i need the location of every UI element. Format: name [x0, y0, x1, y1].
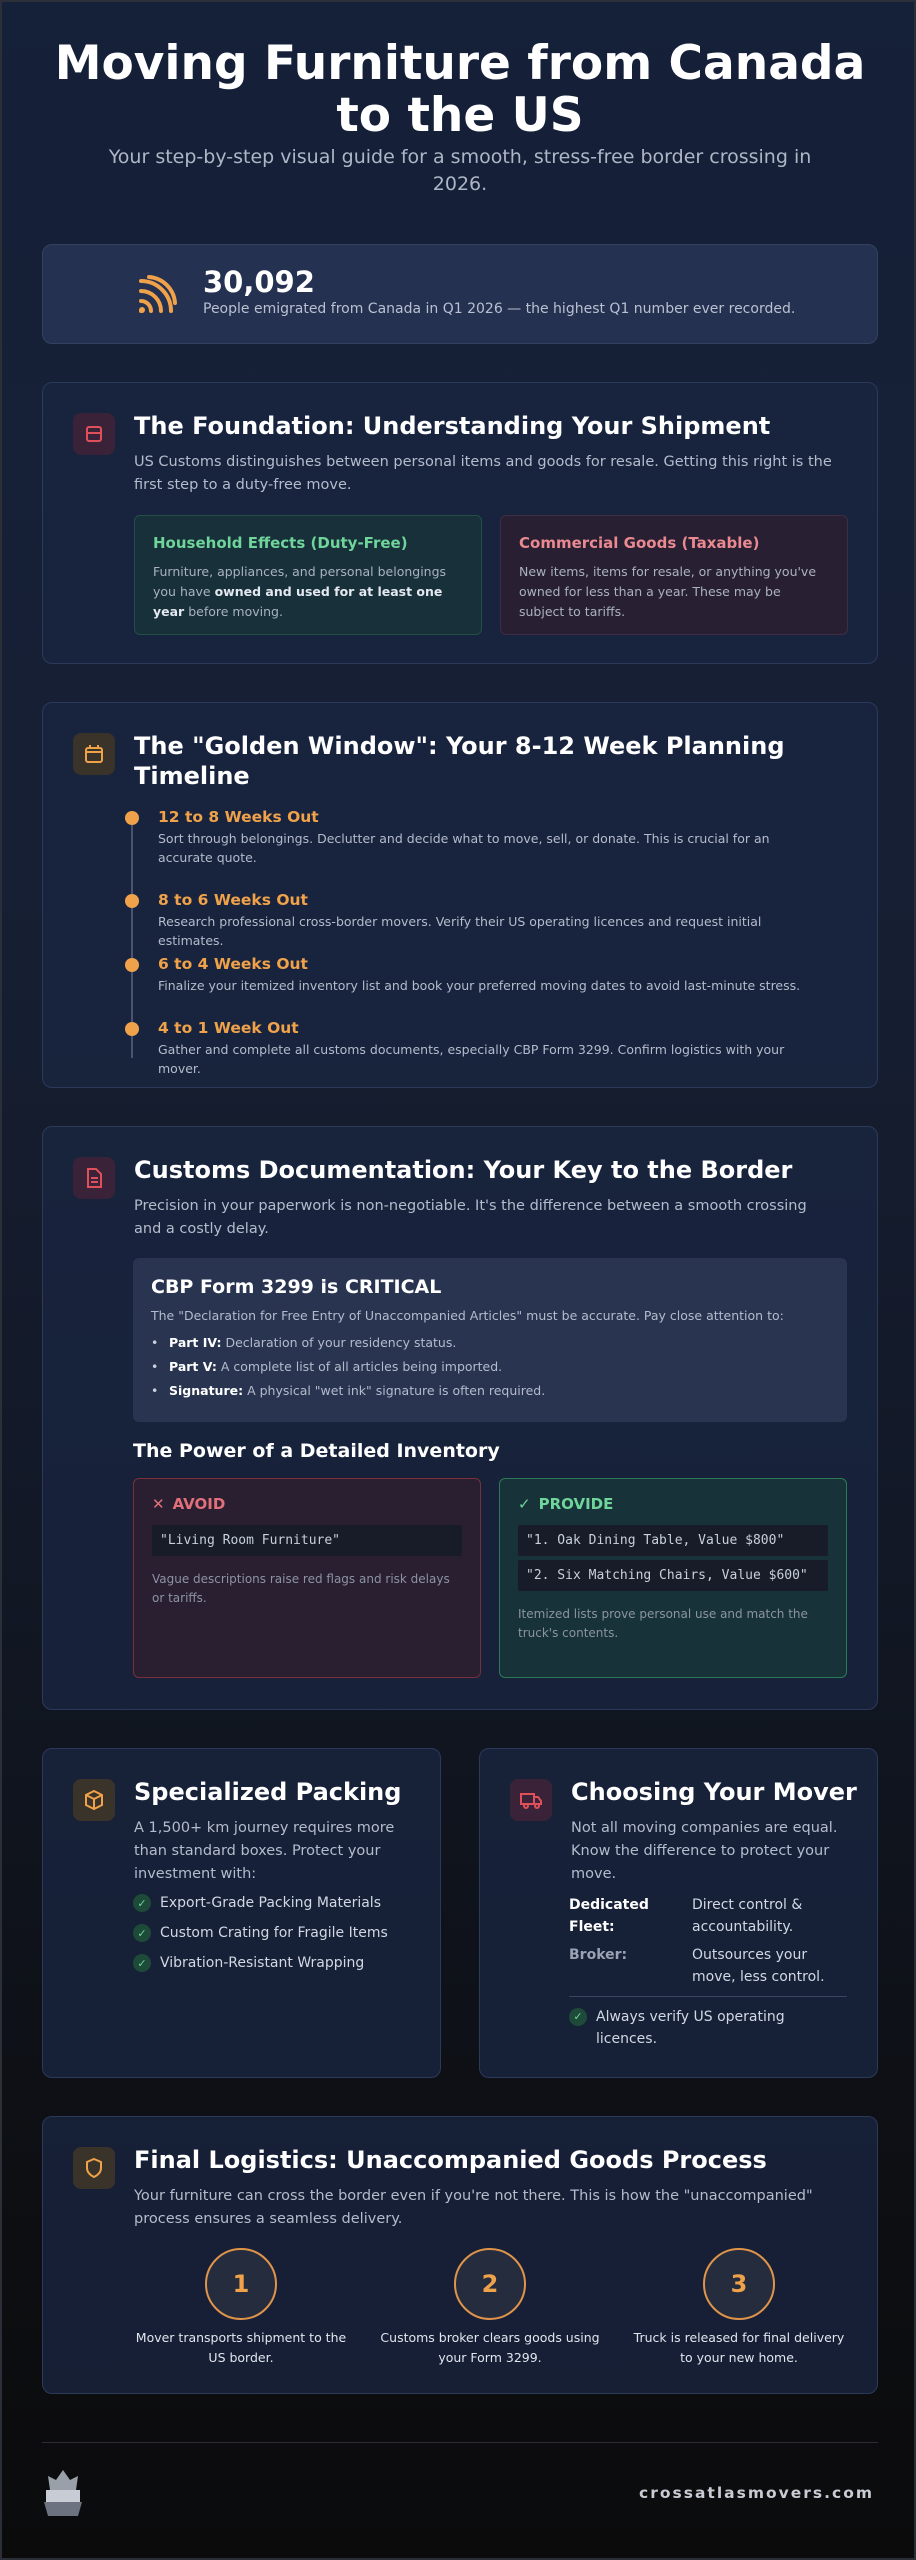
timeline-step-3-body: Finalize your itemized inventory list and book your preferred moving dates to avoid last-minute stress.	[158, 978, 801, 993]
list-item: • Part IV: Declaration of your residency status.	[151, 1335, 829, 1350]
mover-row-broker: Broker: Outsources your move, less control.	[569, 1947, 825, 1985]
timeline-dot	[125, 958, 139, 972]
mover-row-fleet: Dedicated Fleet: Direct control & accountability.	[569, 1897, 803, 1935]
packing-title: Specialized Packing	[134, 1778, 402, 1806]
step-text-2: Customs broker clears goods using your Form 3299.	[380, 2330, 600, 2365]
logistics-desc: Your furniture can cross the border even if you're not there. This is how the "unaccompanied" process ensures a seamless delivery.	[134, 2188, 813, 2227]
packing-item: ✓ Export-Grade Packing Materials	[133, 1894, 381, 1912]
package-icon	[73, 1779, 115, 1821]
stat-number: 30,092	[203, 265, 315, 299]
timeline-step-2-head: 8 to 6 Weeks Out	[158, 891, 308, 909]
footer-brand: crossatlasmovers.com	[639, 2484, 874, 2502]
mover-desc: Not all moving companies are equal. Know the difference to protect your move.	[571, 1820, 838, 1882]
packing-item: ✓ Vibration-Resistant Wrapping	[133, 1954, 364, 1972]
mover-title: Choosing Your Mover	[571, 1778, 857, 1806]
step-circle-2: 2	[454, 2248, 526, 2320]
check-icon: ✓	[569, 2008, 587, 2026]
list-item: • Signature: A physical "wet ink" signature is often required.	[151, 1383, 829, 1398]
foundation-desc: US Customs distinguishes between personal items and goods for resale. Getting this right is the first step to a duty-free move.	[134, 454, 832, 493]
foundation-card	[42, 382, 878, 664]
foundation-title: The Foundation: Understanding Your Shipment	[134, 412, 771, 440]
cbp-form-critical-box	[133, 1258, 847, 1422]
packing-card	[42, 1748, 441, 2078]
avoid-note: Vague descriptions raise red flags and risk delays or tariffs.	[152, 1572, 450, 1605]
calendar-icon	[73, 733, 115, 775]
critical-desc: The "Declaration for Free Entry of Unaccompanied Articles" must be accurate. Pay close attention to:	[151, 1308, 784, 1323]
timeline-step-1-body: Sort through belongings. Declutter and decide what to move, sell, or donate. This is crucial for an accurate quote.	[158, 831, 770, 865]
x-icon: ✕	[152, 1495, 165, 1513]
customs-title: Customs Documentation: Your Key to the Border	[134, 1156, 793, 1184]
mover-tip: ✓ Always verify US operating licences.	[569, 2006, 847, 2050]
stat-text: People emigrated from Canada in Q1 2026 — the highest Q1 number ever recorded.	[203, 301, 796, 317]
critical-title: CBP Form 3299 is CRITICAL	[151, 1276, 442, 1298]
shield-icon	[73, 2147, 115, 2189]
timeline-title: The "Golden Window": Your 8-12 Week Planning Timeline	[134, 732, 785, 790]
timeline-step-1-head: 12 to 8 Weeks Out	[158, 808, 319, 826]
commercial-title: Commercial Goods (Taxable)	[519, 534, 760, 552]
provide-note: Itemized lists prove personal use and match the truck's contents.	[518, 1607, 808, 1640]
avoid-card	[133, 1478, 481, 1678]
page-title: Moving Furniture from Canada to the US	[54, 36, 866, 143]
timeline-step-3-head: 6 to 4 Weeks Out	[158, 955, 308, 973]
provide-example-1: "1. Oak Dining Table, Value $800"	[518, 1525, 828, 1556]
avoid-label: AVOID	[172, 1495, 226, 1513]
document-icon	[73, 1157, 115, 1199]
stat-card	[42, 244, 878, 344]
divider	[569, 1996, 847, 1997]
household-effects-card	[134, 515, 482, 635]
step-text-3: Truck is released for final delivery to your new home.	[633, 2330, 845, 2365]
step-circle-1: 1	[205, 2248, 277, 2320]
commercial-body: New items, items for resale, or anything you've owned for less than a year. These may be subject to tariffs.	[519, 564, 817, 619]
commercial-goods-card	[500, 515, 848, 635]
provide-label: PROVIDE	[538, 1495, 614, 1513]
footer-divider	[42, 2442, 878, 2443]
inventory-title: The Power of a Detailed Inventory	[133, 1440, 500, 1462]
box-icon	[73, 413, 115, 455]
packing-desc: A 1,500+ km journey requires more than standard boxes. Protect your investment with:	[134, 1820, 395, 1882]
timeline-step-4-body: Gather and complete all customs documents, especially CBP Form 3299. Confirm logistics with your mover.	[158, 1042, 785, 1076]
packing-item: ✓ Custom Crating for Fragile Items	[133, 1924, 388, 1942]
provide-example-2: "2. Six Matching Chairs, Value $600"	[518, 1560, 828, 1591]
timeline-dot	[125, 894, 139, 908]
provide-card	[499, 1478, 847, 1678]
customs-desc: Precision in your paperwork is non-negotiable. It's the difference between a smooth crossing and a costly delay.	[134, 1198, 807, 1237]
step-text-1: Mover transports shipment to the US border.	[135, 2330, 347, 2365]
check-icon: ✓	[133, 1894, 151, 1912]
list-item: • Part V: A complete list of all articles being imported.	[151, 1359, 829, 1374]
step-circle-3: 3	[703, 2248, 775, 2320]
check-icon: ✓	[133, 1954, 151, 1972]
timeline-dot	[125, 811, 139, 825]
timeline-step-2-body: Research professional cross-border movers. Verify their US operating licences and request initial estimates.	[158, 914, 762, 948]
household-body: Furniture, appliances, and personal belongings you have owned and used for at least one year before moving.	[153, 564, 447, 619]
household-title: Household Effects (Duty-Free)	[153, 534, 408, 552]
critical-list	[151, 1335, 829, 1398]
rss-broadcast-icon	[135, 271, 181, 317]
truck-icon	[510, 1779, 552, 1821]
check-icon: ✓	[133, 1924, 151, 1942]
page-subtitle: Your step-by-step visual guide for a smooth, stress-free border crossing in 2026.	[108, 146, 812, 195]
avoid-example: "Living Room Furniture"	[152, 1525, 462, 1556]
logistics-title: Final Logistics: Unaccompanied Goods Process	[134, 2146, 767, 2174]
timeline-dot	[125, 1022, 139, 1036]
timeline-step-4-head: 4 to 1 Week Out	[158, 1019, 299, 1037]
company-logo	[40, 2468, 86, 2520]
check-icon: ✓	[518, 1495, 531, 1513]
